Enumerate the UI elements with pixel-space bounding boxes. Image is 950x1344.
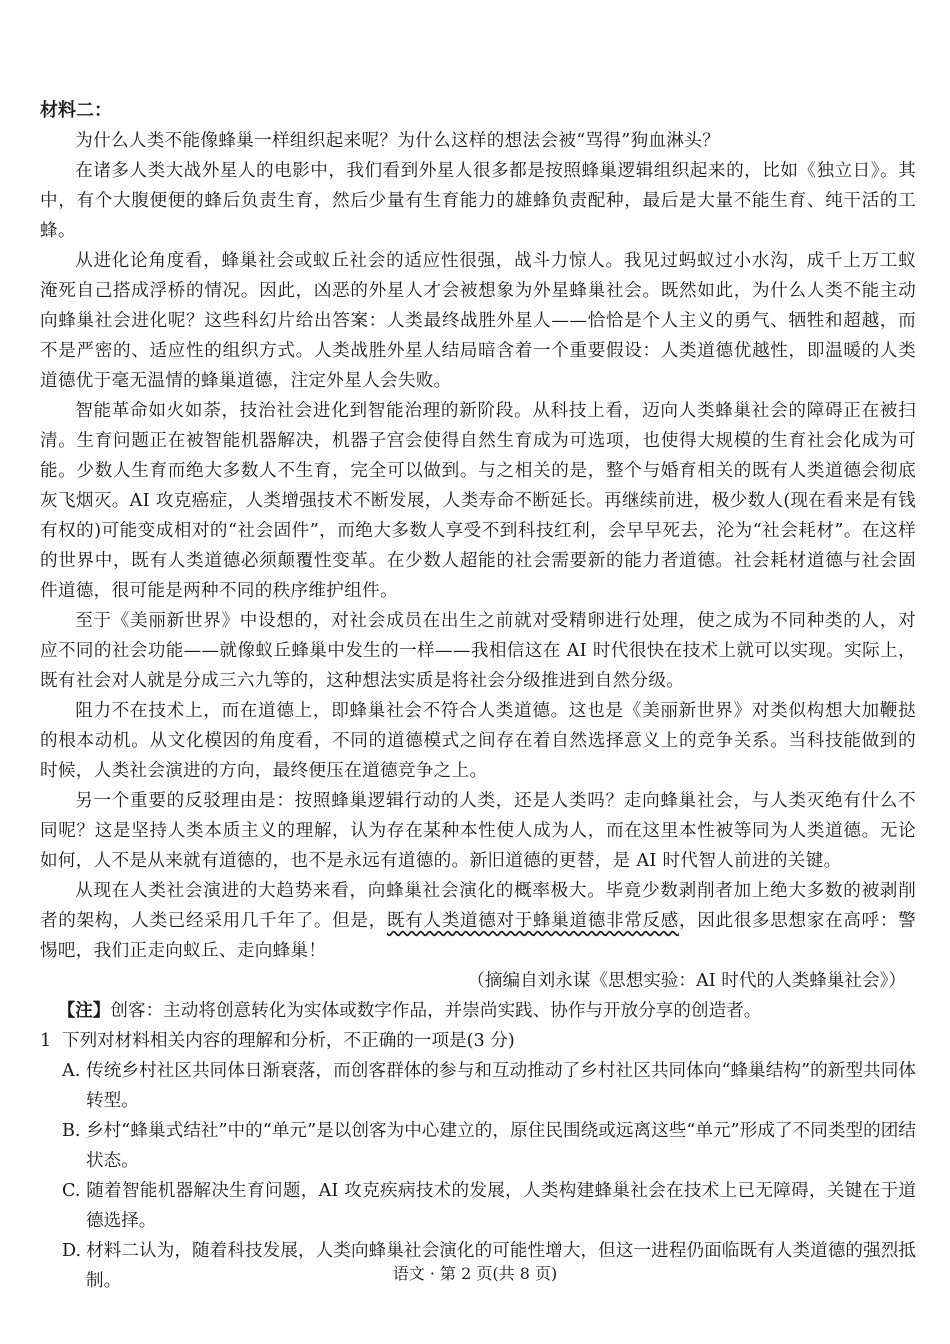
material-heading: 材料二： (40, 100, 112, 121)
paragraph-8-before: 从现在人类社会演进的大趋势来看，向蜂巢社会演化的概率极大。毕竟少数剥削者加上绝大多数的被剥削者的架构，人类已经采用几千年了。但是， (40, 881, 916, 931)
question-stem (40, 1026, 916, 1056)
option-a (40, 1056, 916, 1116)
option-a-label: A. (62, 1061, 81, 1081)
option-c (40, 1176, 916, 1236)
paragraph-8 (40, 876, 916, 966)
option-c-text: 随着智能机器解决生育问题，AI 攻克疾病技术的发展，人类构建蜂巢社会在技术上已无障碍，关键在于道德选择。 (86, 1181, 916, 1231)
paragraph-8-after: ，因此很多思想家在高呼：警惕吧，我们正走向蚁丘、走向蜂巢！ (40, 911, 916, 961)
paragraph-6: 阻力不在技术上，而在道德上，即蜂巢社会不符合人类道德。这也是《美丽新世界》对类似构想大加鞭挞的根本动机。从文化模因的角度看，不同的道德模式之间存在着自然选择意义上的竞争关系。当科技能做到的时候，人类社会演进的方向，最终便压在道德竞争之上。 (40, 701, 916, 781)
paragraph-7: 另一个重要的反驳理由是：按照蜂巢逻辑行动的人类，还是人类吗？走向蜂巢社会，与人类灭绝有什么不同呢？这是坚持人类本质主义的理解，认为存在某种本性使人成为人，而在这里本性被等同为人类道德。无论如何，人不是从来就有道德的，也不是永远有道德的。新旧道德的更替，是 AI 时代智人前进的关键。 (40, 791, 916, 871)
option-a-text: 传统乡村社区共同体日渐衰落，而创客群体的参与和互动推动了乡村社区共同体向“蜂巢结构”的新型共同体转型。 (86, 1061, 916, 1111)
option-c-label: C. (62, 1181, 81, 1201)
paragraph-1: 为什么人类不能像蜂巢一样组织起来呢？为什么这样的想法会被“骂得”狗血淋头？ (75, 131, 721, 151)
exam-page (40, 96, 916, 1296)
option-b (40, 1116, 916, 1176)
paragraph-5: 至于《美丽新世界》中设想的，对社会成员在出生之前就对受精卵进行处理，使之成为不同种类的人，对应不同的社会功能——就像蚁丘蜂巢中发生的一样——我相信这在 AI 时代很快在技术上就可以实现。实际上，既有社会对人就是分成三六九等的，这种想法实质是将社会分级推进到自然分级。 (40, 611, 916, 691)
option-d-label: D. (62, 1241, 82, 1261)
option-d-text: 材料二认为，随着科技发展，人类向蜂巢社会演化的可能性增大，但这一进程仍面临既有人类道德的强烈抵制。 (86, 1241, 916, 1291)
note (40, 996, 916, 1026)
note-label: 【注】 (57, 1000, 111, 1021)
source-citation: （摘编自刘永谋《思想实验：AI 时代的人类蜂巢社会》） (467, 971, 906, 991)
paragraph-4: 智能革命如火如荼，技治社会进化到智能治理的新阶段。从科技上看，迈向人类蜂巢社会的障碍正在被扫清。生育问题正在被智能机器解决，机器子宫会使得自然生育成为可选项，也使得大规模的生育社会化成为可能。少数人生育而绝大多数人不生育，完全可以做到。与之相关的是，整个与婚育相关的既有人类道德会彻底灰飞烟灭。AI 攻克癌症，人类增强技术不断发展，人类寿命不断延长。再继续前进，极少数人(现在看来是有钱有权的)可能变成相对的“社会固件”，而绝大多数人享受不到科技红利，会早早死去，沦为“社会耗材”。在这样的世界中，既有人类道德必须颠覆性变革。在少数人超能的社会需要新的能力者道德。社会耗材道德与社会固件道德，很可能是两种不同的秩序维护组件。 (40, 401, 916, 601)
paragraph-2: 在诸多人类大战外星人的电影中，我们看到外星人很多都是按照蜂巢逻辑组织起来的，比如《独立日》。其中，有个大腹便便的蜂后负责生育，然后少量有生育能力的雄蜂负责配种，最后是大量不能生育、纯干活的工蜂。 (40, 161, 916, 241)
question-number: 1 (40, 1031, 52, 1051)
page-footer: 语文 · 第 2 页(共 8 页) (392, 1264, 558, 1283)
option-b-text: 乡村“蜂巢式结社”中的“单元”是以创客为中心建立的，原住民围绕或远离这些“单元”形成了不同类型的团结状态。 (86, 1121, 916, 1171)
option-b-label: B. (62, 1121, 81, 1141)
note-text: 创客：主动将创意转化为实体或数字作品，并崇尚实践、协作与开放分享的创造者。 (110, 1001, 762, 1021)
question-text: 下列对材料相关内容的理解和分析，不正确的一项是(3 分) (62, 1031, 515, 1051)
wavy-underlined-sentence: 既有人类道德对于蜂巢道德非常反感 (386, 911, 680, 931)
paragraph-3: 从进化论角度看，蜂巢社会或蚁丘社会的适应性很强，战斗力惊人。我见过蚂蚁过小水沟，成千上万工蚁淹死自己搭成浮桥的情况。因此，凶恶的外星人才会被想象为外星蜂巢社会。既然如此，为什么人类不能主动向蜂巢社会进化呢？这些科幻片给出答案：人类最终战胜外星人——恰恰是个人主义的勇气、牺牲和超越，而不是严密的、适应性的组织方式。人类战胜外星人结局暗含着一个重要假设：人类道德优越性，即温暖的人类道德优于毫无温情的蜂巢道德，注定外星人会失败。 (40, 251, 916, 391)
